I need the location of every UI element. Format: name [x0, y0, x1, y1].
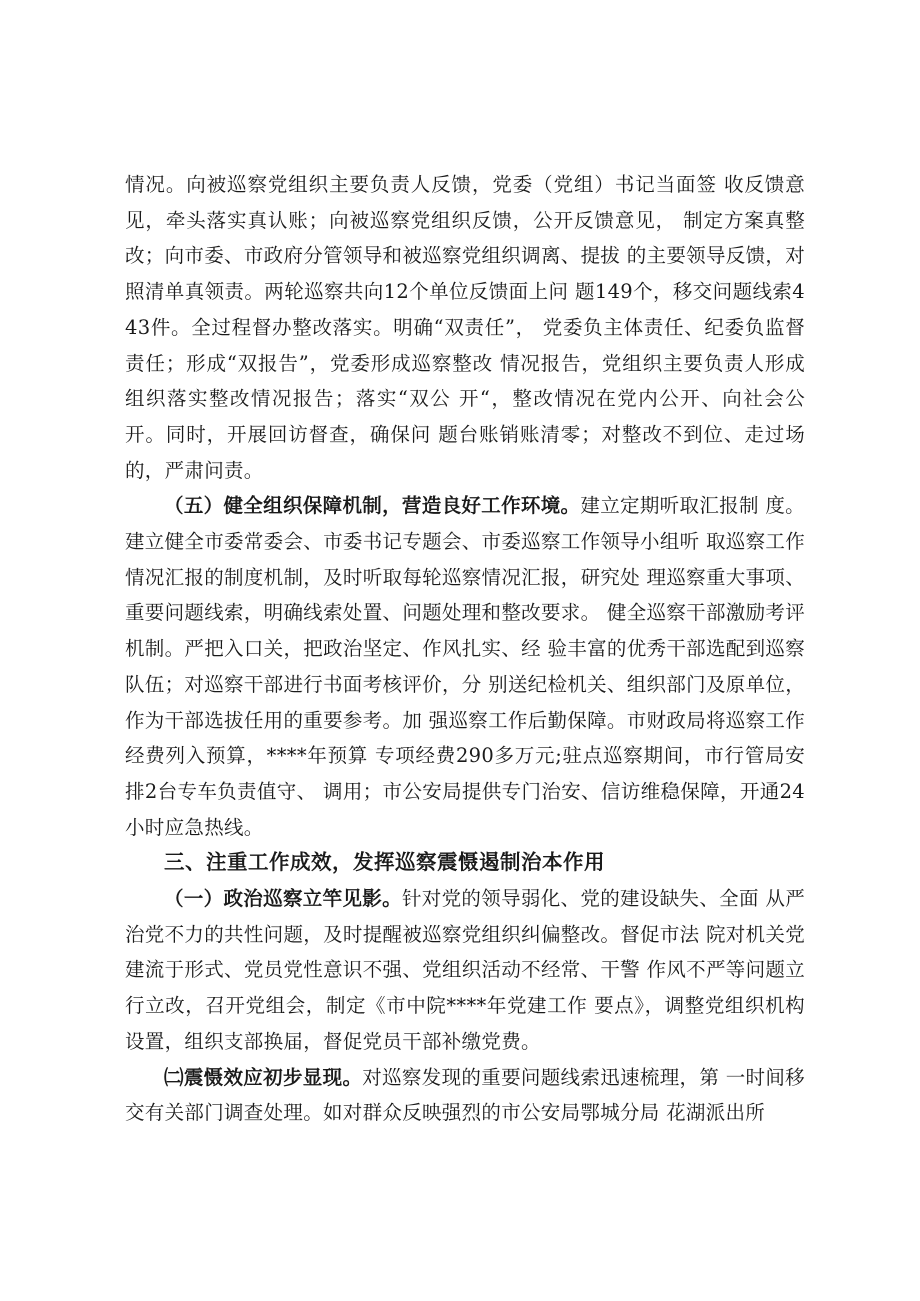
paragraph-organizational-guarantee [125, 488, 805, 845]
paragraph-deterrent-effect [125, 1060, 805, 1131]
paragraph-lead: （一）政治巡察立竿见影。 [164, 887, 402, 911]
paragraph-lead: ㈡震慑效应初步显现。 [164, 1065, 363, 1089]
paragraph-lead: （五）健全组织保障机制，营造良好工作环境。 [164, 494, 581, 518]
paragraph-feedback-rectification [125, 167, 805, 488]
paragraph-text: 情况。向被巡察党组织主要负责人反馈，党委（党组）书记当面签 收反馈意见，牵头落实真认账；向被巡察党组织反馈，公开反馈意见， 制定方案真整改；向市委、市政府分管领导和被巡察党组织调离、提拔 的主要领导反馈，对照清单真领责。两轮巡察共向12个单位反馈面上问 题149个，移交问题线索443件。全过程督办整改落实。明确“双责任”， 党委负主体责任、纪委负监督责任；形成“双报告”，党委形成巡察整改 情况报告，党组织主要负责人形成组织落实整改情况报告；落实“双公 开“，整改情况在党内公开、向社会公开。同时，开展回访督查，确保问 题台账销账清零；对整改不到位、走过场的，严肃问责。 [125, 173, 805, 482]
paragraph-political-inspection [125, 881, 805, 1060]
document-body [125, 167, 805, 1131]
paragraph-text: 建立定期听取汇报制 度。建立健全市委常委会、市委书记专题会、市委巡察工作领导小组听 取巡察工作情况汇报的制度机制，及时听取每轮巡察情况汇报，研究处 理巡察重大事项、重要问题线索，明确线索处置、问题处理和整改要求。 健全巡察干部激励考评机制。严把入口关，把政治坚定、作风扎实、经 验丰富的优秀干部选配到巡察队伍；对巡察干部进行书面考核评价，分 别送纪检机关、组织部门及原单位，作为干部选拔任用的重要参考。加 强巡察工作后勤保障。市财政局将巡察工作经费列入预算，****年预算 专项经费290多万元;驻点巡察期间，市行管局安排2台专车负责值守、 调用；市公安局提供专门治安、信访维稳保障，开通24小时应急热线。 [125, 494, 805, 839]
paragraph-text: 针对党的领导弱化、党的建设缺失、全面 从严治党不力的共性问题，及时提醒被巡察党组织纠偏整改。督促市法 院对机关党建流于形式、党员党性意识不强、党组织活动不经常、干警 作风不严等问题立行立改，召开党组会，制定《市中院****年党建工作 要点》，调整党组织机构设置，组织支部换届，督促党员干部补缴党费。 [125, 887, 805, 1053]
paragraph-text: 对巡察发现的重要问题线索迅速梳理，第 一时间移交有关部门调查处理。如对群众反映强烈的市公安局鄂城分局 花湖派出所 [125, 1065, 805, 1125]
section-heading: 三、注重工作成效，发挥巡察震慑遏制治本作用 [164, 850, 605, 875]
